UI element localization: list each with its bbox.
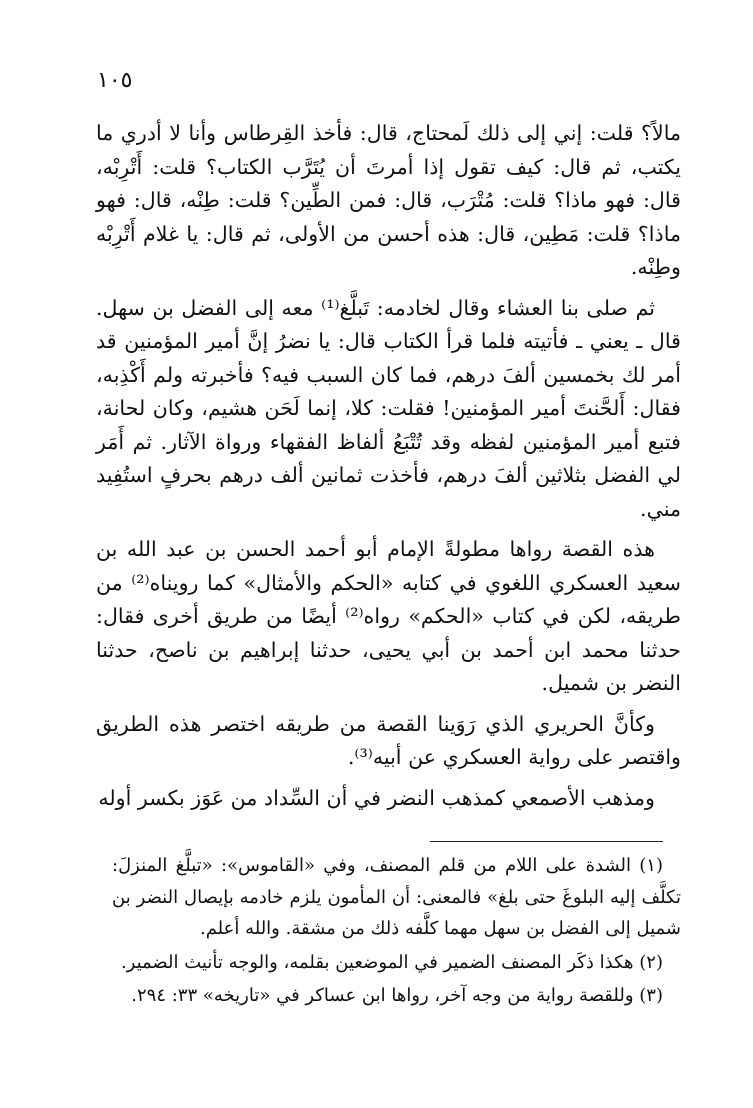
- main-text: [96, 117, 681, 822]
- page-number: ١٠٥: [97, 68, 133, 93]
- footnotes: [112, 850, 681, 1014]
- paragraph-5: ومذهب الأصمعي كمذهب النضر في أن السِّداد من عَوَز بكسر أوله: [98, 785, 655, 810]
- paragraph-2: ثم صلى بنا العشاء وقال لخادمه: تَبلَّغ⁽¹⁾ معه إلى الفضل بن سهل. قال ـ يعني ـ فأتيته فلما قرأ الكتاب قال: يا نضرُ إنَّ أمير المؤمنين قد أمر لك بخمسين ألفَ درهم، فما كان السبب فيه؟ فأخبرته ولم أَكْذِبه، فقال: أَلحَّنتَ أمير المؤمنين! فقلت: كلا، إنما لَحَن هشيم، وكان لحانة، فتبع أمير المؤمنين لفظه وقد تُتْبَعُ ألفاظ الفقهاء ورواة الآثار. ثم أَمَر لي الفضل بثلاثين ألفَ درهم، فأخذت ثمانين ألف درهم بحرفٍ استُفِيد مني.: [96, 295, 681, 521]
- paragraph-1: مالاً؟ قلت: إني إلى ذلك لَمحتاج، قال: فأخذ القِرطاس وأنا لا أدري ما يكتب، ثم قال: كيف تقول إذا أمرتَ أن يُتَرَّب الكتاب؟ قلت: أَتْرِبْه، قال: فهو ماذا؟ قلت: مُتْرَب، قال: فمن الطِّين؟ قلت: طِنْه، قال: فهو ماذا؟ قلت: مَطِين، قال: هذه أحسن من الأولى، ثم قال: يا غلام أَتْرِبْه وطِنْه.: [96, 121, 681, 279]
- footnote-3: (٣) وللقصة رواية من وجه آخر، رواها ابن عساكر في «تاريخه» ٣٣: ٢٩٤.: [131, 985, 663, 1006]
- footnote-divider: [430, 841, 663, 842]
- paragraph-3: هذه القصة رواها مطولةً الإمام أبو أحمد الحسن بن عبد الله بن سعيد العسكري اللغوي في كتابه «الحكم والأمثال» كما رويناه⁽²⁾ من طريقه، لكن في كتاب «الحكم» رواه⁽²⁾ أيضًا من طريق أخرى فقال: حدثنا محمد ابن أحمد بن أبي يحيى، حدثنا إبراهيم بن ناصح، حدثنا النضر بن شميل.: [96, 537, 681, 695]
- footnote-1: (١) الشدة على اللام من قلم المصنف، وفي «القاموس»: «تبلَّغ المنزلَ: تكلَّف إليه البلوغَ حتى بلغ» فالمعنى: أن المأمون يلزم خادمه بإيصال النضر بن شميل إلى الفضل بن سهل مهما كلَّفه ذلك من مشقة. والله أعلم.: [112, 855, 681, 939]
- paragraph-4: وكأنَّ الحريري الذي رَوَينا القصة من طريقه اختصر هذه الطريق واقتصر على رواية العسكري عن أبيه⁽³⁾.: [96, 711, 681, 769]
- footnote-2: (٢) هكذا ذكَر المصنف الضمير في الموضعين بقلمه، والوجه تأنيث الضمير.: [120, 951, 663, 973]
